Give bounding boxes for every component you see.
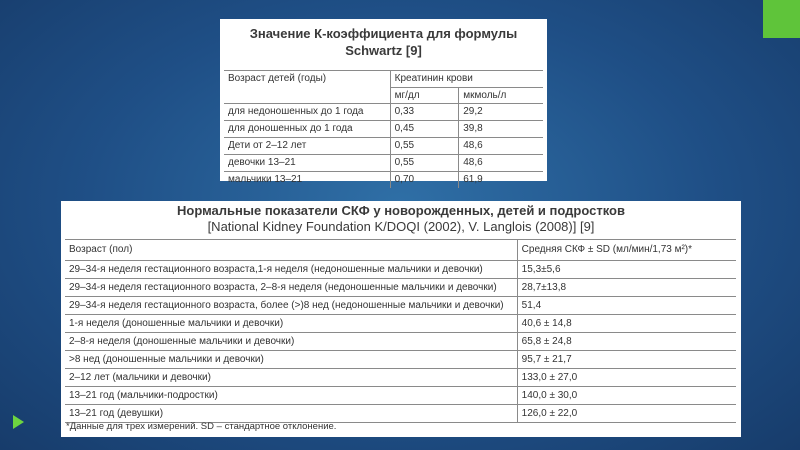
table2-footnote: *Данные для трех измерений. SD – стандартное отклонение. [66,421,337,432]
cell-age: для доношенных до 1 года [224,121,390,138]
cell-age: 2–12 лет (мальчики и девочки) [65,369,517,387]
cell-age: для недоношенных до 1 года [224,104,390,121]
cell-age: 13–21 год (девушки) [65,405,517,423]
cell-mg: 0,45 [390,121,459,138]
table-row [65,405,736,423]
schwartz-table-panel [220,19,547,185]
table1-title-line2: Schwartz [9] [345,43,422,58]
cell-age: >8 нед (доношенные мальчики и девочки) [65,351,517,369]
cell-gfr: 65,8 ± 24,8 [517,333,736,351]
table-row [65,333,736,351]
cell-mg: 0,55 [390,138,459,155]
cell-gfr: 28,7±13,8 [517,279,736,297]
cell-age: Дети от 2–12 лет [224,138,390,155]
table-row [224,172,543,189]
cell-age: 29–34-я неделя гестационного возраста,1-я неделя (недоношенные мальчики и девочки) [65,261,517,279]
schwartz-k-table [224,70,543,188]
header-unit-umol: мкмоль/л [459,88,543,104]
table-subheader-row [224,88,543,104]
cell-age: девочки 13–21 [224,155,390,172]
play-arrow-icon [13,415,24,429]
table-row [224,138,543,155]
gfr-norms-table [65,239,736,423]
header-age-sex: Возраст (пол) [65,240,517,261]
table1-title-line1: Значение К-коэффициента для формулы [249,26,518,41]
cell-age: 1-я неделя (доношенные мальчики и девочки) [65,315,517,333]
cell-age: мальчики 13–21 [224,172,390,189]
header-mean-gfr: Средняя СКФ ± SD (мл/мин/1,73 м²)* [517,240,736,261]
cell-gfr: 51,4 [517,297,736,315]
cell-age: 13–21 год (мальчики-подростки) [65,387,517,405]
cell-mg: 0,33 [390,104,459,121]
cell-mg: 0,70 [390,172,459,189]
table-row [65,261,736,279]
cell-age: 2–8-я неделя (доношенные мальчики и девочки) [65,333,517,351]
cell-umol: 48,6 [459,155,543,172]
gfr-table-panel [61,201,741,437]
table-row [224,155,543,172]
table-row [65,351,736,369]
cell-umol: 29,2 [459,104,543,121]
cell-gfr: 133,0 ± 27,0 [517,369,736,387]
table1-title [220,25,547,59]
cell-gfr: 140,0 ± 30,0 [517,387,736,405]
corner-accent-bar [763,0,800,38]
cell-age: 29–34-я неделя гестационного возраста, 2–8-я неделя (недоношенные мальчики и девочки) [65,279,517,297]
cell-gfr: 15,3±5,6 [517,261,736,279]
table-header-row [65,240,736,261]
cell-umol: 61,9 [463,174,483,185]
table-row [65,279,736,297]
table-header-row [224,71,543,88]
header-unit-mg: мг/дл [390,88,459,104]
cell-gfr: 40,6 ± 14,8 [517,315,736,333]
header-age: Возраст детей (годы) [224,71,390,88]
cell-umol: 39,8 [459,121,543,138]
header-creatinine: Креатинин крови [390,71,543,88]
table-row [65,297,736,315]
table2-title [61,203,741,235]
table-row [65,315,736,333]
cell-gfr: 95,7 ± 21,7 [517,351,736,369]
table-row [224,104,543,121]
table-row [65,369,736,387]
cell-umol: 48,6 [459,138,543,155]
cell-mg: 0,55 [390,155,459,172]
cell-gfr: 126,0 ± 22,0 [517,405,736,423]
table2-title-line1: Нормальные показатели СКФ у новорожденных, детей и подростков [177,203,625,218]
cell-age: 29–34-я неделя гестационного возраста, более (>)8 нед (недоношенные мальчики и девочки) [65,297,517,315]
table2-title-line2: [National Kidney Foundation K/DOQI (2002), V. Langlois (2008)] [9] [207,219,595,234]
header-age-cont [224,88,390,104]
table-row [224,121,543,138]
table-row [65,387,736,405]
